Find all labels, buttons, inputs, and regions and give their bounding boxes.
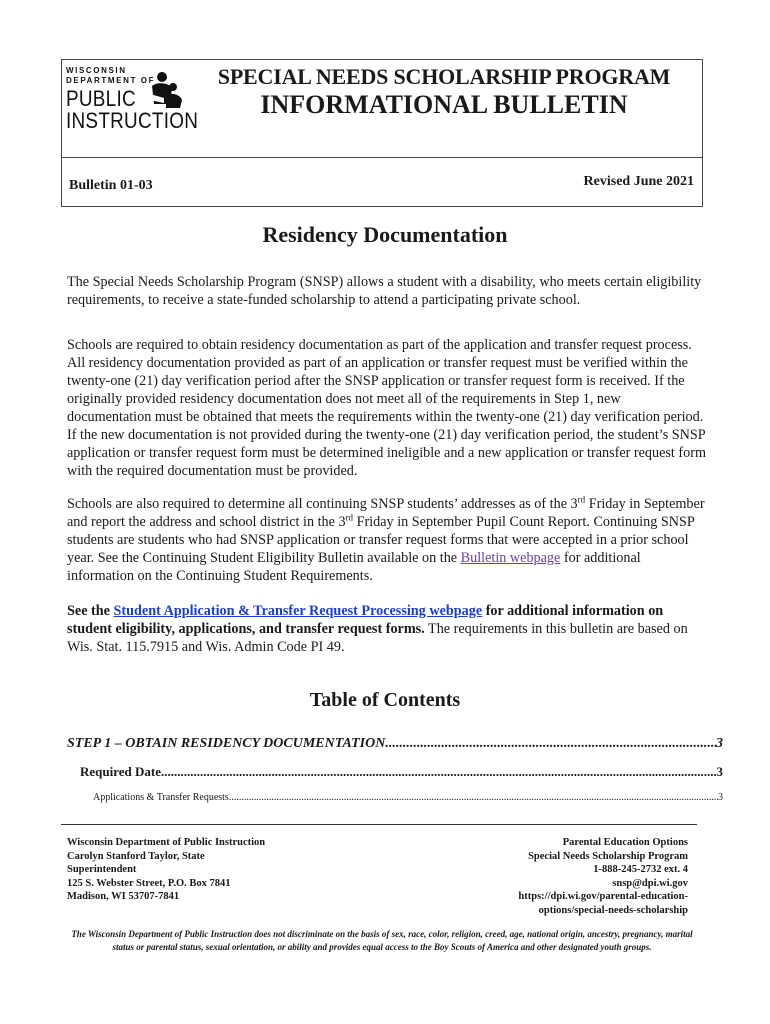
footer-agency-info: Wisconsin Department of Public Instruction Carolyn Stanford Taylor, State Superintendent 125 S. Webster Street, P.O. Box 7841 Madison, WI 53707-7841 xyxy=(67,837,266,902)
header-box xyxy=(61,59,703,207)
document-title: Residency Documentation xyxy=(262,222,508,247)
bulletin-webpage-link[interactable]: Bulletin webpage xyxy=(460,550,561,566)
toc-entry-step1[interactable]: STEP 1 – OBTAIN RESIDENCY DOCUMENTATION ..... 3 xyxy=(67,736,723,752)
contact-url-line2[interactable]: options/special-needs-scholarship xyxy=(538,904,688,916)
non-discrimination-statement: The Wisconsin Department of Public Instruction does not discriminate on the basis of sex, race, color, religion, creed, age, national origin, ancestry, pregnancy, marital status or parental status, sexual orientation, or ability and provides equal access to the Boy Scouts of America and other designated youth groups. xyxy=(71,929,693,952)
toc-title: Table of Contents xyxy=(309,689,461,711)
toc-entry-required-date[interactable]: Required Date ..... 3 xyxy=(80,764,723,780)
logo-line-wisconsin: WISCONSIN xyxy=(66,66,127,75)
reading-figures-icon xyxy=(140,70,184,110)
continuing-students-paragraph: Schools are also required to determine all continuing SNSP students’ addresses as of the 3rd Friday in September and report the address and school district in the 3rd Friday in September Pupil Count Report. Continuing SNSP students are students who had SNSP application or transfer request forms that were accepted in a prior school year. See the Continuing Student Eligibility Bulletin available on the Bulletin webpage for additional information on the Continuing Student Requirements. xyxy=(67,494,705,584)
bulletin-number: Bulletin 01-03 xyxy=(69,178,153,193)
intro-paragraph: The Special Needs Scholarship Program (SNSP) allows a student with a disability, who meets certain eligibility requirements, to receive a state-funded scholarship to attend a participating private school. xyxy=(67,274,702,308)
revised-date: Revised June 2021 xyxy=(583,174,694,189)
header-divider xyxy=(62,157,702,158)
contact-url-line1[interactable]: https://dpi.wi.gov/parental-education- xyxy=(518,891,688,902)
footer-divider xyxy=(61,824,697,825)
processing-webpage-link[interactable]: Student Application & Transfer Request Processing webpage xyxy=(113,603,483,619)
footer-contact-info: Parental Education Options Special Needs Scholarship Program 1-888-245-2732 ext. 4 snsp@dpi.wi.gov https://dpi.wi.gov/parental-education- options/special-needs-scholarship xyxy=(428,836,688,917)
contact-email[interactable]: snsp@dpi.wi.gov xyxy=(612,877,688,889)
bulletin-title: INFORMATIONAL BULLETIN xyxy=(260,90,628,119)
requirements-paragraph: Schools are required to obtain residency documentation as part of the application and transfer request process. All residency documentation provided as part of an application or transfer request must be verified within the twenty-one (21) day verification period after the SNSP application or transfer request form is received. If the originally provided residency documentation does not meet all of the requirements in Step 1, new documentation must be obtained that meets the requirements within the twenty-one (21) day verification period. If the new documentation is not provided during the twenty-one (21) day verification period, the student’s SNSP application or transfer request form must be determined ineligible and a new application or transfer request form with the required documentation must be provided. xyxy=(67,337,706,479)
processing-paragraph: See the Student Application & Transfer Request Processing webpage for additional information on student eligibility, applications, and transfer request forms. The requirements in this bulletin are based on Wis. Stat. 115.7915 and Wis. Admin Code PI 49. xyxy=(67,603,688,655)
program-title: SPECIAL NEEDS SCHOLARSHIP PROGRAM xyxy=(217,64,671,89)
logo-line-department: DEPARTMENT OF xyxy=(66,76,156,85)
logo-line-instruction: INSTRUCTION xyxy=(66,108,199,133)
logo-line-public: PUBLIC xyxy=(66,86,136,111)
dpi-logo xyxy=(66,64,199,138)
toc-entry-applications[interactable]: Applications & Transfer Requests ..... 3 xyxy=(93,792,723,803)
